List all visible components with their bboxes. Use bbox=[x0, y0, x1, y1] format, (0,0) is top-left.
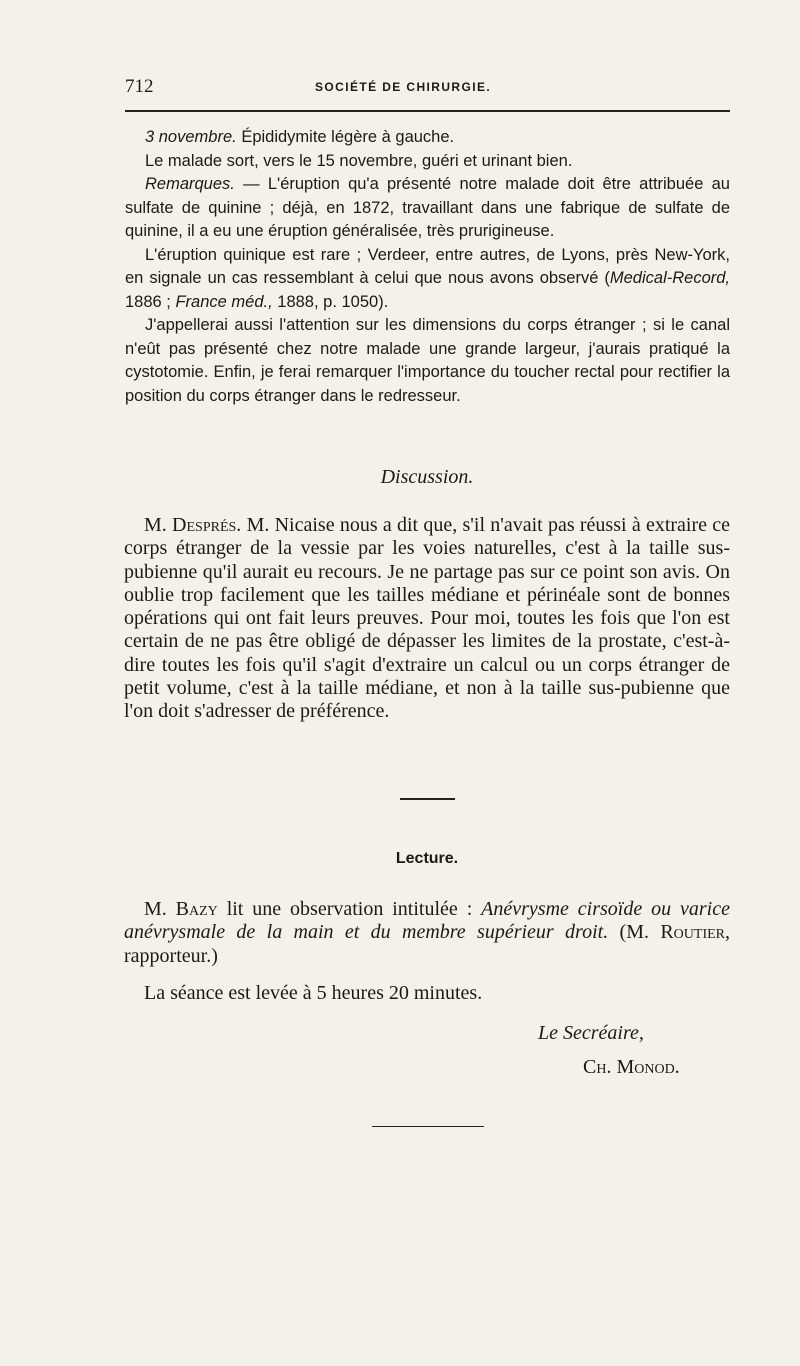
end-rule bbox=[372, 1126, 484, 1127]
discussion-section bbox=[124, 514, 730, 724]
discussion-heading-text: Discussion. bbox=[380, 466, 474, 488]
header-rule bbox=[125, 110, 730, 112]
ref-france-med: France méd., bbox=[175, 292, 273, 311]
eruption-text-3: 1888, p. 1050). bbox=[272, 292, 389, 311]
paragraph-discharge: Le malade sort, vers le 15 novembre, guéri et urinant bien. bbox=[145, 151, 573, 170]
bazy-text: lit une observation intitulée : bbox=[217, 898, 482, 920]
signature-role-text: Le Secréaire, bbox=[538, 1022, 644, 1044]
lecture-heading bbox=[124, 846, 730, 870]
discussion-heading bbox=[124, 466, 730, 489]
signature-role bbox=[538, 1022, 644, 1045]
report-section bbox=[125, 126, 730, 408]
date-label: 3 novembre. bbox=[145, 128, 237, 146]
speaker-despres: M. Després. bbox=[144, 514, 242, 536]
paragraph-eruption bbox=[125, 244, 730, 315]
paragraph-date bbox=[125, 126, 730, 150]
paragraph-attention: J'appellerai aussi l'attention sur les dimensions du corps étranger ; si le canal n'eût pas présenté chez notre malade une grande largeur, j'aurais pratiqué la cystotomie. Enfin, je ferai remarquer l'importance du toucher rectal pour rectifier la position du corps étranger dans le redresseur. bbox=[125, 316, 730, 405]
running-header bbox=[125, 76, 725, 100]
reporter-name: Routier, bbox=[660, 921, 730, 944]
page-number: 712 bbox=[125, 76, 154, 97]
header-title: SOCIÉTÉ DE CHIRURGIE. bbox=[315, 80, 492, 94]
lecture-heading-text: Lecture. bbox=[395, 850, 459, 867]
ref-medical-record: Medical-Record, bbox=[609, 269, 730, 287]
speaker-bazy: M. Bazy bbox=[144, 898, 218, 920]
signature-name: Ch. Monod. bbox=[583, 1056, 680, 1078]
eruption-text: L'éruption quinique est rare ; Verdeer, entre autres, de Lyons, près New-York, en signale un cas ressemblant à celui que nous avons observé ( bbox=[125, 245, 730, 287]
paragraph-remarks bbox=[125, 173, 730, 244]
paragraph-closing: La séance est levée à 5 heures 20 minutes. bbox=[144, 981, 483, 1004]
eruption-text-2: 1886 ; bbox=[125, 292, 176, 311]
observation-title: Anévrysme cirsoïde ou varice anévrysmale de la main et du membre supérieur droit. bbox=[124, 898, 730, 944]
paragraph-bazy bbox=[124, 898, 730, 968]
lecture-section bbox=[124, 898, 730, 1005]
reporter-pre: (M. bbox=[619, 921, 661, 944]
section-divider bbox=[400, 798, 455, 800]
paragraph-despres bbox=[124, 514, 730, 724]
remarks-label: Remarques. bbox=[145, 175, 235, 193]
despres-text: M. Nicaise nous a dit que, s'il n'avait pas réussi à extraire ce corps étranger de la vessie par les voies naturelles, c'est à la taille sus-pubienne qu'il aurait eu recours. Je ne partage pas sur ce point son avis. On oublie trop facilement que les tailles médiane et périnéale sont de bonnes opérations qui ont fait leurs preuves. Pour moi, toutes les fois que l'on est certain de ne pas être obligé de dépasser les limites de la prostate, c'est-à-dire toutes les fois qu'il s'agit d'extraire un calcul ou un corps étranger de petit volume, c'est à la taille médiane, et non à la taille sus-pubienne que l'on doit s'adresser de préférence. bbox=[124, 514, 731, 723]
remarks-text: — L'éruption qu'a présenté notre malade doit être attribuée au sulfate de quinine ; déjà, en 1872, travaillant dans une fabrique de sulfate de quinine, il a eu une éruption généralisée, très prurigineuse. bbox=[125, 175, 730, 240]
reporter-post: rapporteur.) bbox=[124, 944, 218, 967]
date-text: Épididymite légère à gauche. bbox=[241, 128, 455, 146]
